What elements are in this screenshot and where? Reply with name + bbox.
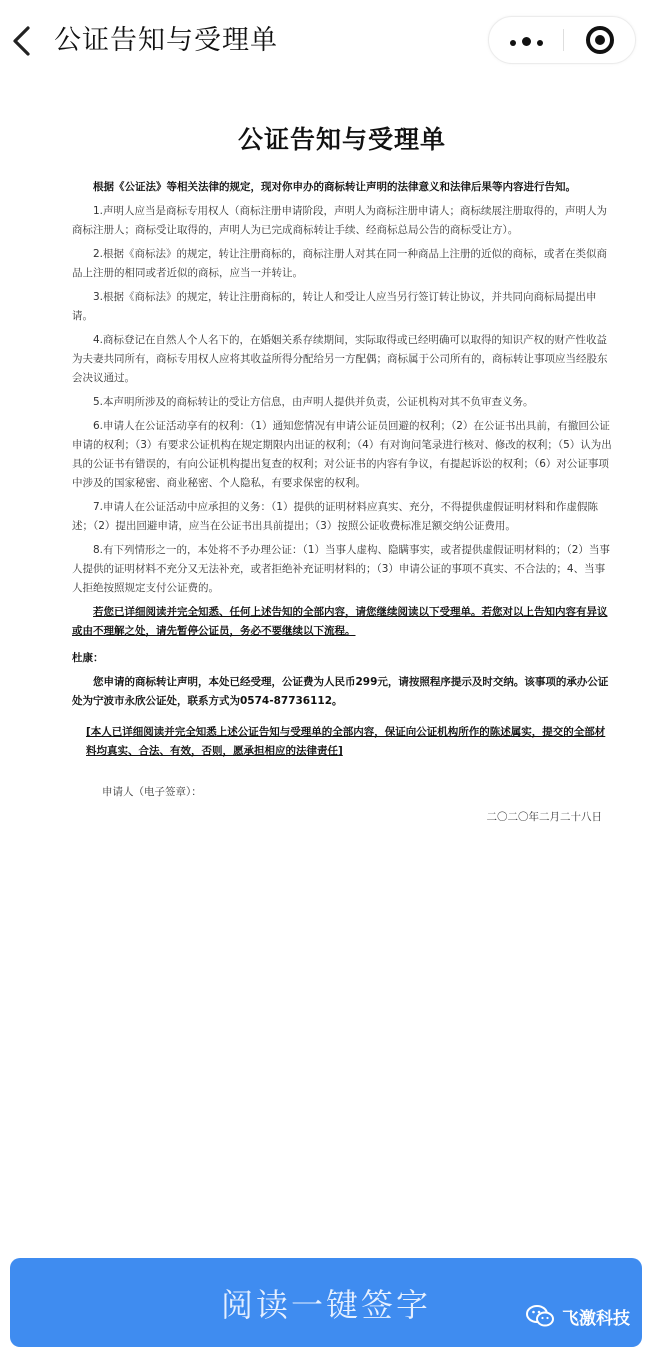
document-image: [72, 110, 612, 900]
document-item: 6.申请人在公证活动享有的权利：（1）通知您情况有申请公证员回避的权利；（2）在公证书出具前，有撤回公证申请的权利；（3）有要求公证机构在规定期限内出证的权利；（4）有对询问笔录进行核对、修改的权利；（5）认为出具的公证书有错误的，有向公证机构提出复查的权利；对公证书的内容有争议，有提起诉讼的权利；（6）对公证事项中涉及的国家秘密、商业秘密、个人隐私，有要求保密的权利。: [72, 420, 612, 489]
document-item: 2.根据《商标法》的规定，转让注册商标的，商标注册人对其在同一种商品上注册的近似的商标，或者在类似商品上注册的相同或者近似的商标，应当一并转让。: [72, 248, 608, 279]
document-item: 5.本声明所涉及的商标转让的受让方信息，由声明人提供并负责，公证机构对其不负审查义务。: [93, 396, 534, 408]
document-acceptance: 您申请的商标转让声明，本处已经受理，公证费为人民币299元，请按照程序提示及时交纳。该事项的承办公证处为宁波市永欣公证处，联系方式为0574-87736112。: [72, 676, 609, 707]
chevron-left-icon: [4, 20, 42, 62]
document-intro: 根据《公证法》等相关法律的规定，现对你申办的商标转让声明的法律意义和法律后果等内容进行告知。: [93, 181, 576, 193]
page-title: 公证告知与受理单: [54, 25, 278, 56]
document-item: 3.根据《商标法》的规定，转让注册商标的，转让人和受让人应当另行签订转让协议，并共同向商标局提出申请。: [72, 291, 597, 322]
back-button[interactable]: [4, 20, 42, 62]
document-declaration: [本人已详细阅读并完全知悉上述公证告知与受理单的全部内容，保证向公证机构所作的陈述属实，提交的全部材料均真实、合法、有效，否则，愿承担相应的法律责任]: [86, 726, 606, 757]
more-dots-icon: [507, 31, 546, 50]
nav-bar: [0, 0, 650, 82]
more-button[interactable]: [489, 17, 563, 63]
document-item: 1.声明人应当是商标专用权人（商标注册申请阶段，声明人为商标注册申请人；商标续展注册取得的，声明人为商标注册人；商标受让取得的，声明人为已完成商标转让手续、经商标总局公告的商标受让方）。: [72, 205, 608, 236]
watermark: [526, 1300, 630, 1332]
document-special-label: 杜康：: [72, 652, 104, 664]
read-sign-button[interactable]: 阅读一键签字: [10, 1258, 642, 1347]
wechat-icon: [526, 1304, 554, 1328]
mini-program-capsule: [488, 16, 636, 64]
document-notice: 若您已详细阅读并完全知悉、任何上述告知的全部内容，请您继续阅读以下受理单。若您对以上告知内容有异议或由不理解之处，请先暂停公证员，务必不要继续以下流程。: [72, 606, 608, 637]
watermark-text: 飞激科技: [562, 1308, 630, 1329]
document-item: 4.商标登记在自然人个人名下的，在婚姻关系存续期间，实际取得或已经明确可以取得的知识产权的财产性收益为夫妻共同所有，商标专用权人应将其收益所得分配给另一方配偶；商标属于公司所有的，商标转让事项应当经股东会决议通过。: [72, 334, 608, 384]
document-applicant: 申请人（电子签章）：: [102, 786, 202, 798]
close-button[interactable]: [564, 17, 636, 63]
target-close-icon: [586, 26, 614, 54]
document-date: 二〇二〇年二月二十八日: [486, 811, 602, 823]
document-title: 公证告知与受理单: [237, 125, 446, 154]
document-item: 8.有下列情形之一的，本处将不予办理公证：（1）当事人虚构、隐瞒事实，或者提供虚假证明材料的；（2）当事人提供的证明材料不充分又无法补充，或者拒绝补充证明材料的；（3）申请公证的事项不真实、不合法的；4、当事人拒绝按照规定支付公证费的。: [72, 544, 610, 594]
document-item: 7.申请人在公证活动中应承担的义务：（1）提供的证明材料应真实、充分，不得提供虚假证明材料和作虚假陈述；（2）提出回避申请，应当在公证书出具前提出；（3）按照公证收费标准足额交纳公证费用。: [72, 501, 598, 532]
